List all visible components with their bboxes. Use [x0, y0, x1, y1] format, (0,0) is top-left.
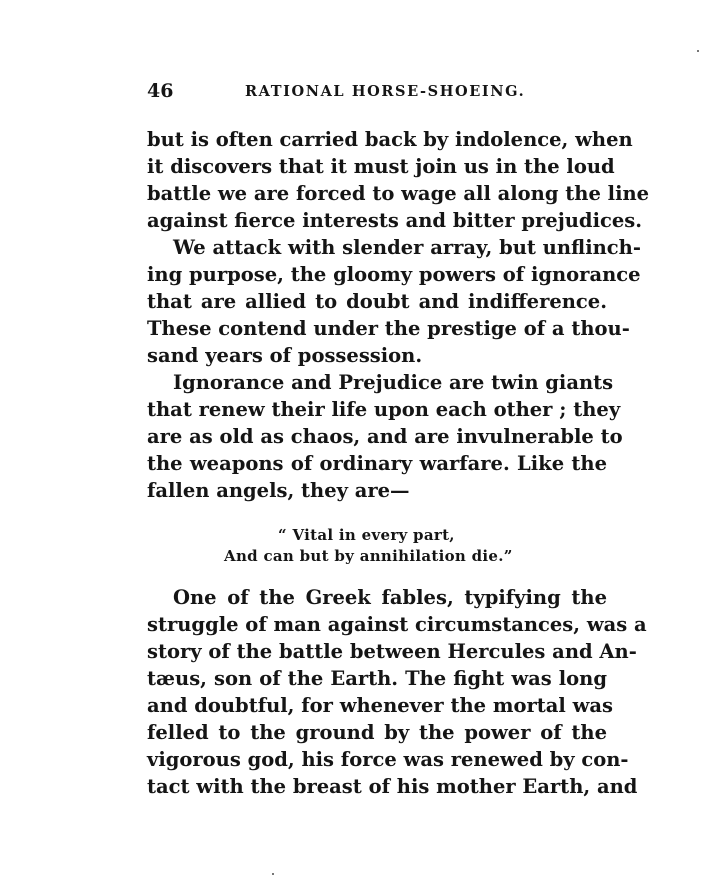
text-line: struggle of man against circumstances, was a	[147, 613, 647, 636]
text-line: sand years of possession.	[147, 344, 423, 367]
text-line: that renew their life upon each other ; they	[147, 398, 621, 421]
text-line: it discovers that it must join us in the loud	[147, 155, 615, 178]
text-line: These contend under the prestige of a thou-	[147, 317, 630, 340]
text-line: vigorous god, his force was renewed by con-	[147, 748, 629, 771]
running-title: RATIONAL HORSE-SHOEING.	[245, 83, 526, 100]
text-line: Ignorance and Prejudice are twin giants	[173, 371, 614, 394]
text-line: the weapons of ordinary warfare. Like the	[147, 452, 607, 475]
text-line: but is often carried back by indolence, when	[147, 128, 633, 151]
text-line: tæus, son of the Earth. The fight was long	[147, 667, 607, 690]
text-line: against fierce interests and bitter prejudices.	[147, 209, 643, 232]
text-line: that are allied to doubt and indifference.	[147, 290, 607, 313]
text-line: battle we are forced to wage all along the line	[147, 182, 650, 205]
text-line: We attack with slender array, but unflinch-	[173, 236, 641, 259]
verse-line: And can but by annihilation die.”	[224, 547, 513, 565]
running-header	[147, 80, 607, 104]
page-number: 46	[147, 80, 174, 102]
text-line: tact with the breast of his mother Earth, and	[147, 775, 638, 798]
text-line: felled to the ground by the power of the	[147, 721, 607, 744]
text-line: One of the Greek fables, typifying the	[173, 586, 607, 609]
verse-line: “ Vital in every part,	[278, 526, 455, 544]
scan-speck	[272, 873, 274, 875]
text-line: and doubtful, for whenever the mortal was	[147, 694, 613, 717]
text-line: are as old as chaos, and are invulnerable to	[147, 425, 623, 448]
scan-speck	[697, 50, 699, 52]
text-line: story of the battle between Hercules and An-	[147, 640, 637, 663]
text-line: fallen angels, they are—	[147, 479, 410, 502]
text-line: ing purpose, the gloomy powers of ignorance	[147, 263, 641, 286]
